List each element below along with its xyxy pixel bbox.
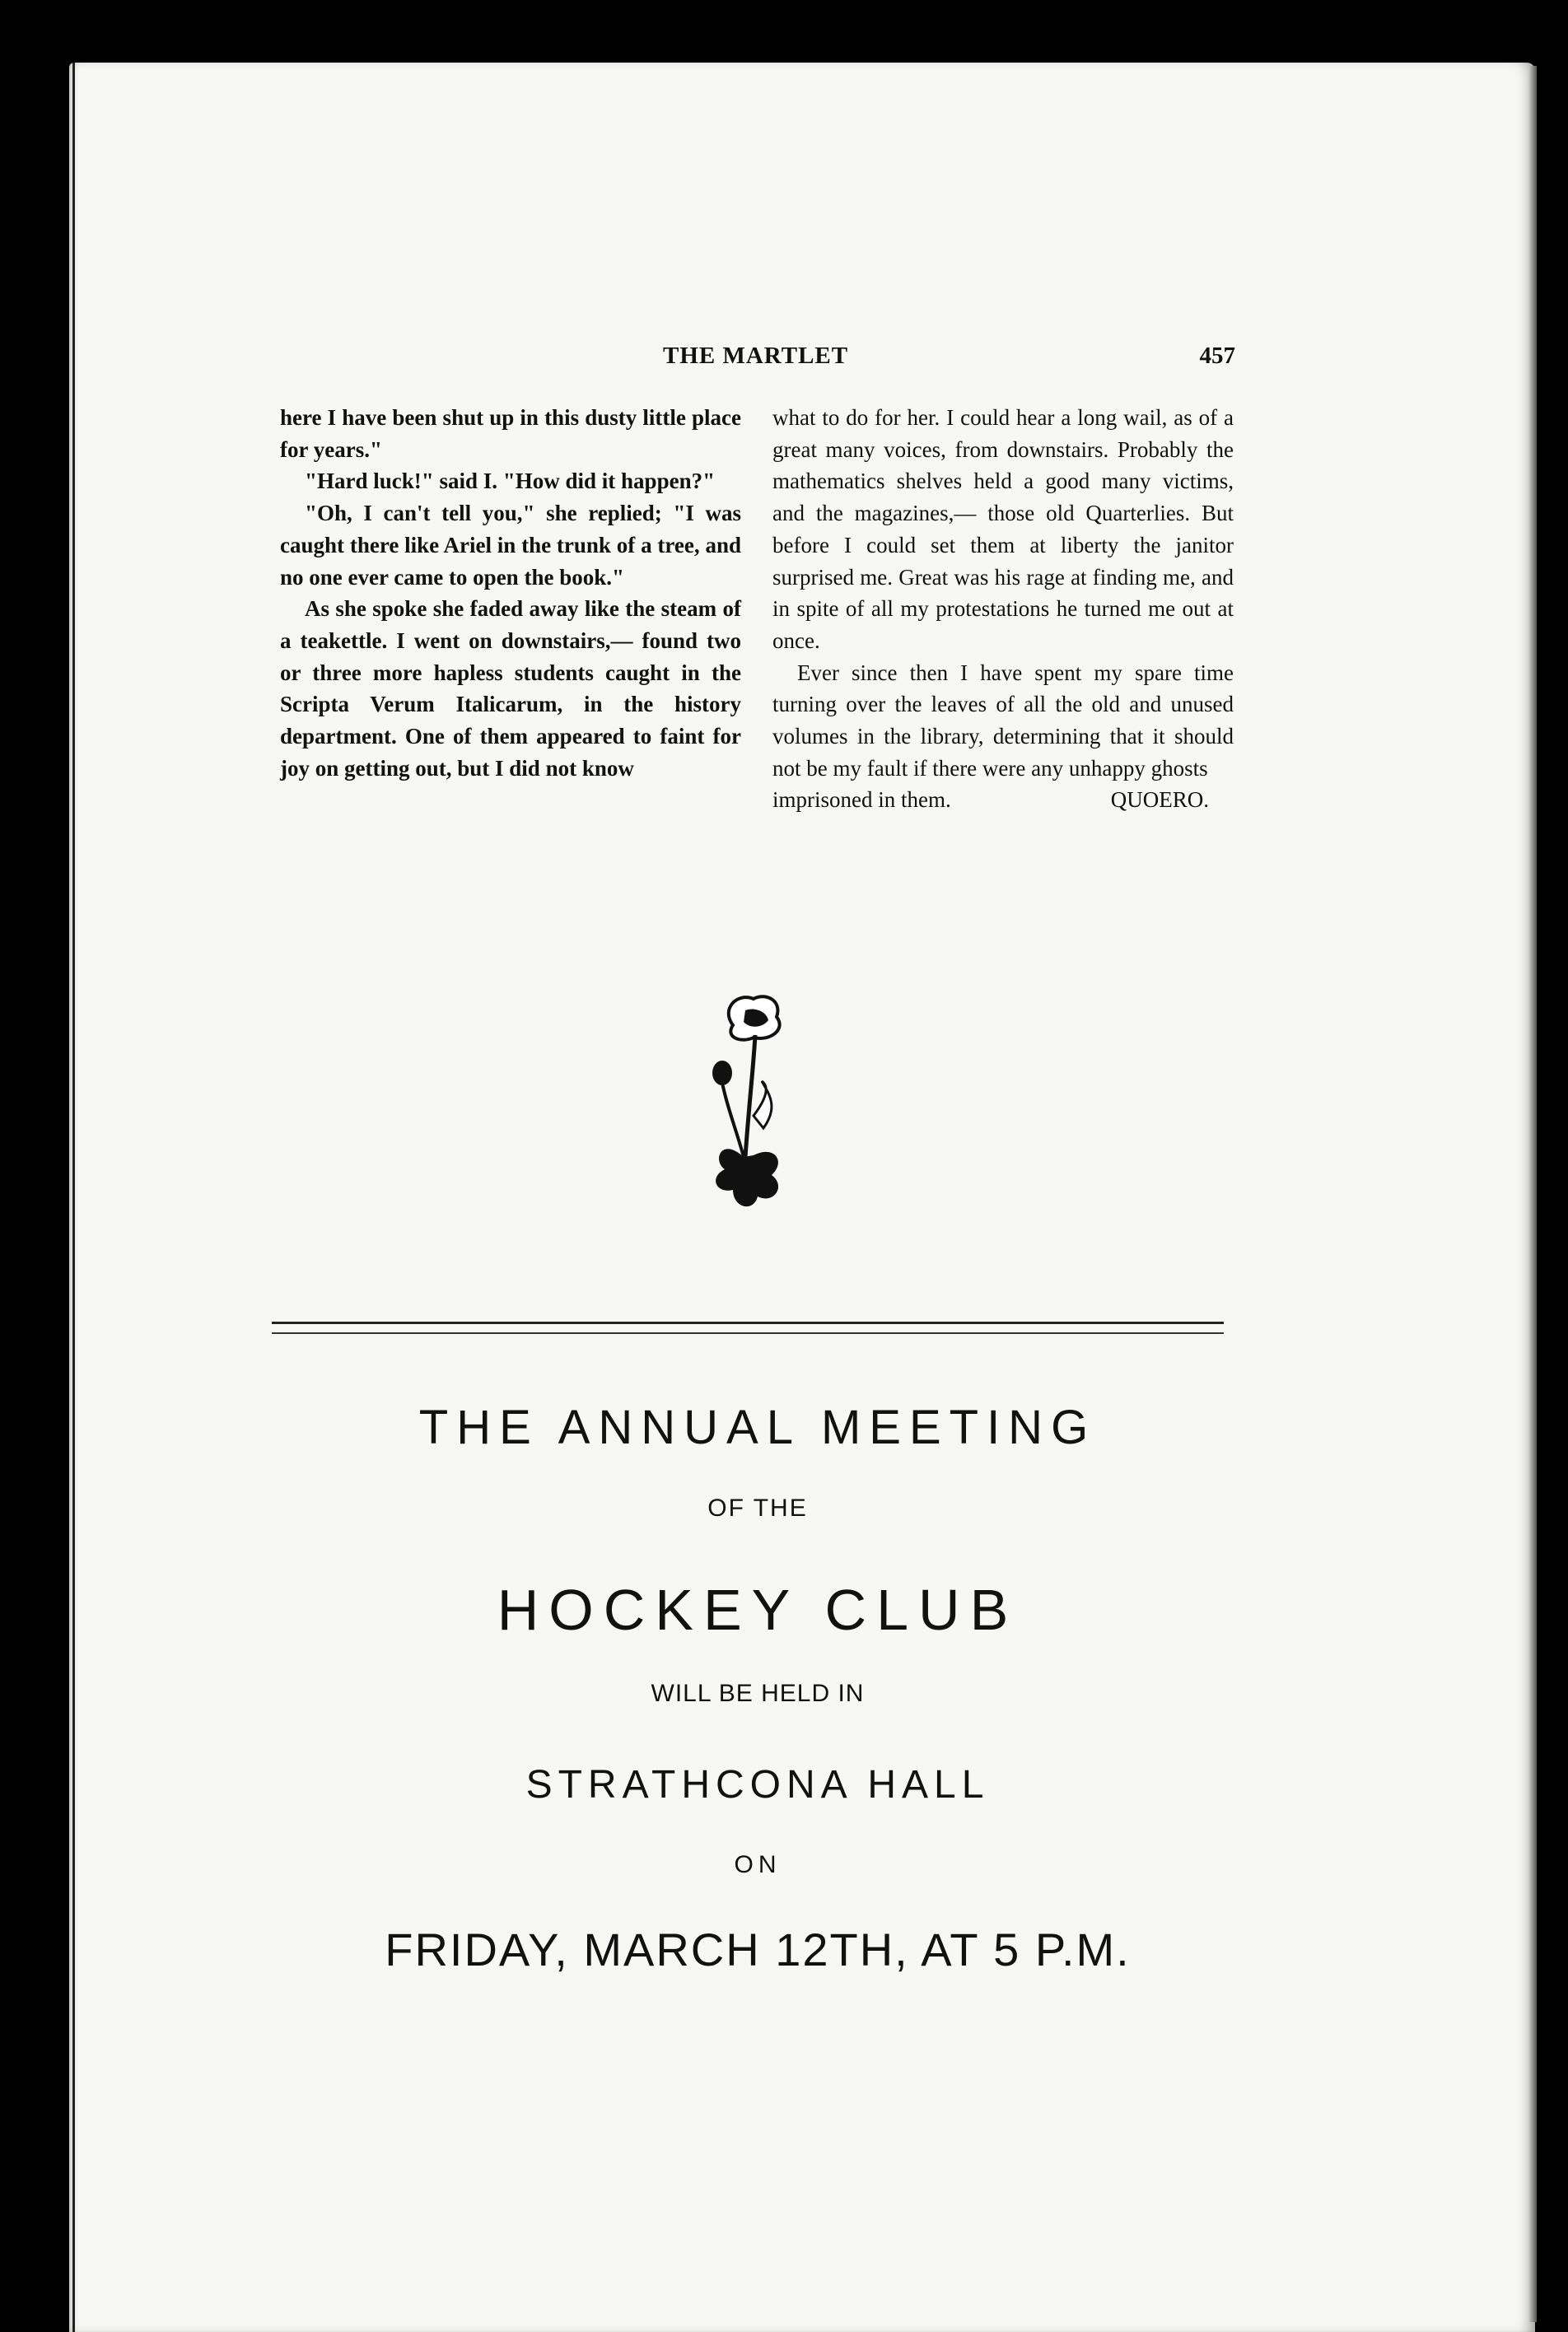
running-header	[280, 343, 1235, 375]
left-column	[280, 402, 741, 784]
journal-title: THE MARTLET	[663, 343, 849, 369]
author-signature: QUOERO.	[1110, 787, 1209, 813]
divider-rule	[272, 1322, 1224, 1324]
paragraph: here I have been shut up in this dusty little place for years."	[280, 405, 741, 462]
notice-line: ON	[734, 1851, 782, 1878]
paragraph: what to do for her. I could hear a long wail, as of a great many voices, from downstairs. Probably the mathematics shelves held a good many victims, and the magazines,— those old Quarterlies. But before I could set them at liberty the janitor surprised me. Great was his rage at finding me, and in spite of all my protestations he turned me out at once.	[772, 405, 1234, 653]
notice-date: FRIDAY, MARCH 12TH, AT 5 P.M.	[385, 1924, 1131, 1975]
closing-text: imprisoned in them.	[772, 787, 951, 813]
notice-line: OF THE	[707, 1495, 808, 1522]
notice-heading: THE ANNUAL MEETING	[418, 1401, 1097, 1454]
paragraph: As she spoke she faded away like the steam of a teakettle. I went on downstairs,— found two or three more hapless students caught in the Scripta Verum Italicarum, in the history department. One of them appeared to faint for joy on getting out, but I did not know	[280, 596, 741, 781]
paragraph: Ever since then I have spent my spare time turning over the leaves of all the old and unused volumes in the library, determining that it should not be my fault if there were any unhappy ghosts	[772, 660, 1234, 781]
page-edge-shadow	[1528, 66, 1537, 2322]
page-number: 457	[1199, 343, 1235, 369]
closing-line	[772, 784, 1234, 816]
paragraph: "Oh, I can't tell you," she replied; "I was caught there like Ariel in the trunk of a tree, and no one ever came to open the book."	[280, 501, 741, 590]
notice-venue: STRATHCONA HALL	[525, 1763, 990, 1807]
divider-rule	[272, 1332, 1224, 1334]
notice-line: WILL BE HELD IN	[651, 1680, 865, 1707]
poppy-flower-icon	[704, 992, 795, 1215]
notice-club-name: HOCKEY CLUB	[497, 1578, 1019, 1642]
right-column	[772, 402, 1234, 816]
paragraph: "Hard luck!" said I. "How did it happen?"	[305, 469, 716, 494]
binding-edge	[72, 63, 75, 2332]
